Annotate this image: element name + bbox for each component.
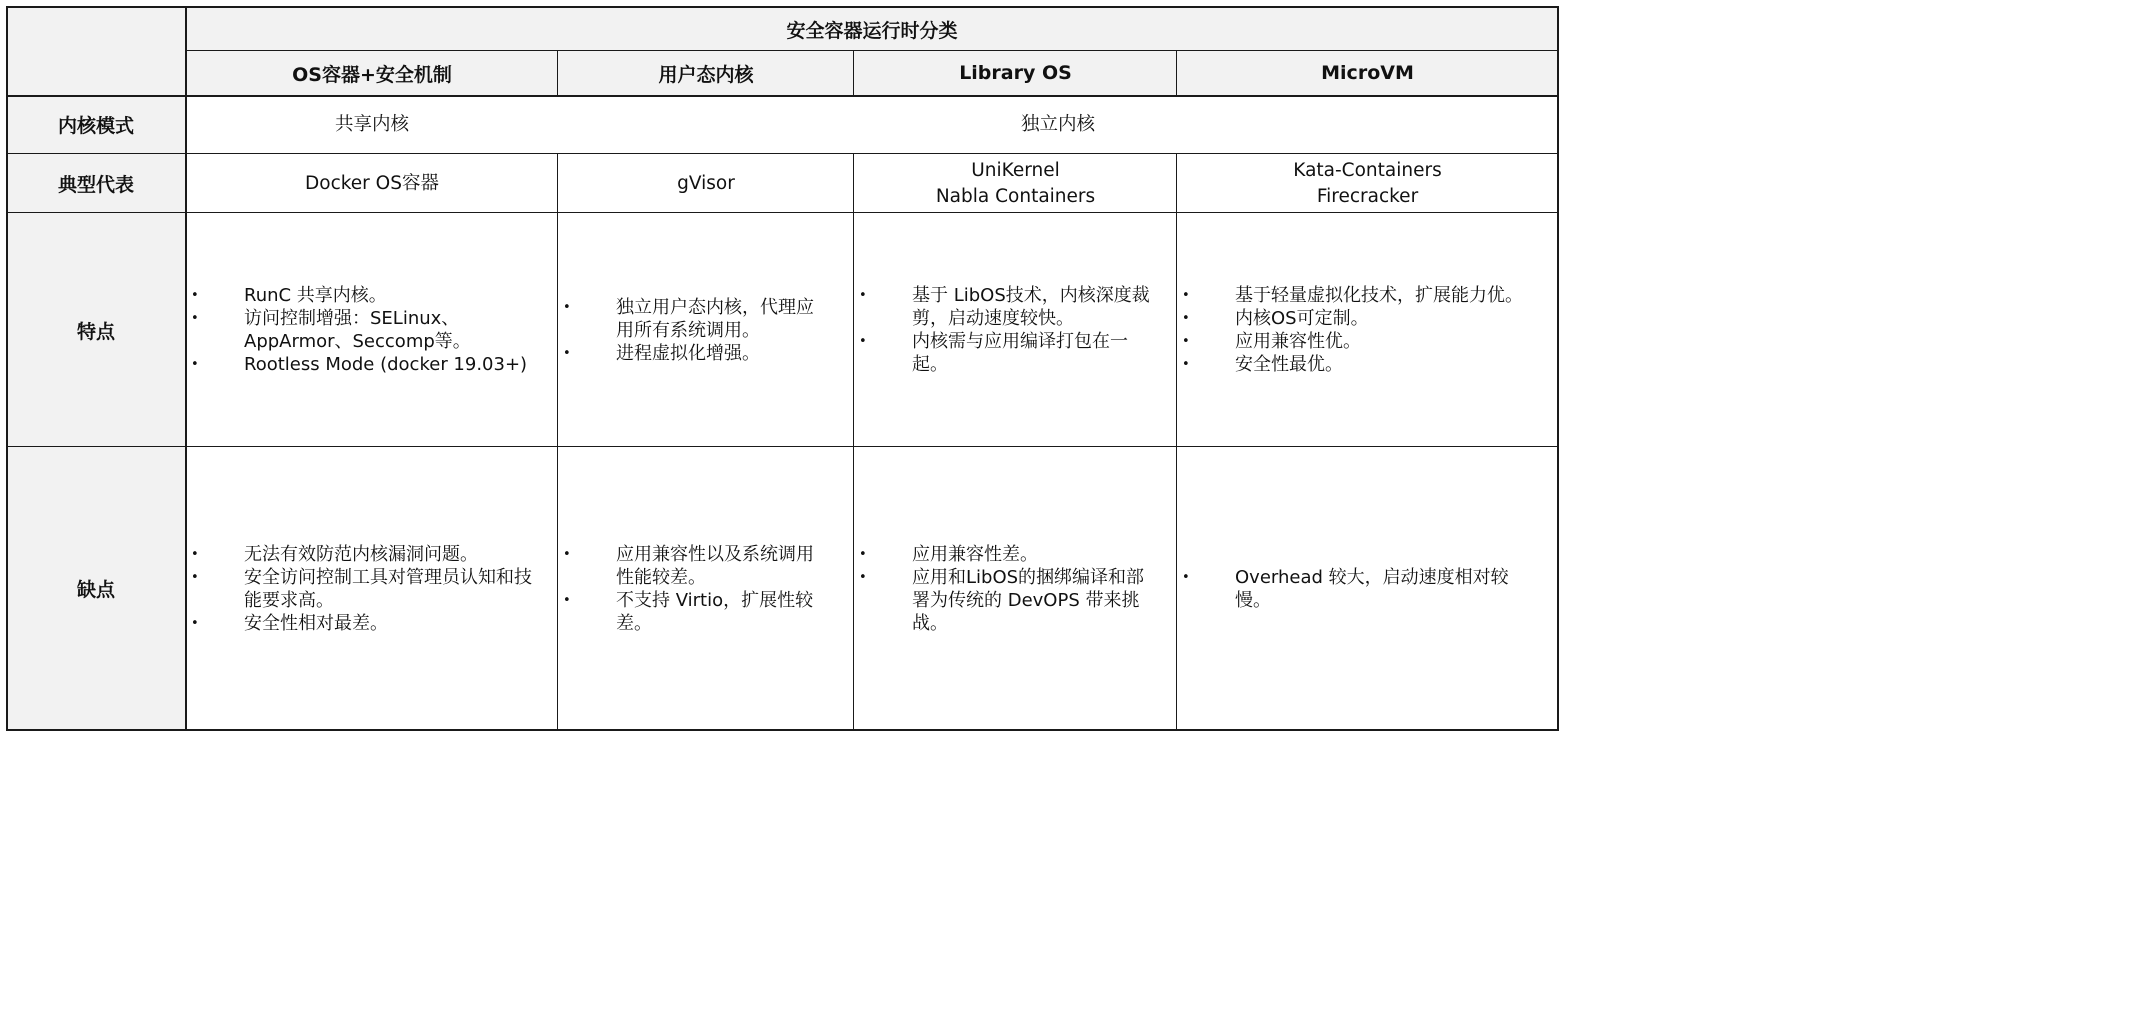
features-list [1177, 284, 1532, 376]
drawbacks-list [186, 543, 532, 635]
typical-library-os [854, 154, 1177, 213]
typical-user-kernel [558, 154, 854, 213]
column-divider [853, 50, 854, 95]
typical-line: Firecracker [1316, 185, 1419, 207]
typical-os-container [186, 154, 558, 213]
column-divider [557, 50, 558, 95]
column-divider [557, 153, 558, 731]
features-list [186, 284, 532, 376]
drawbacks-list [854, 543, 1151, 635]
row-divider [6, 153, 1559, 154]
column-header-microvm: MicroVM [1177, 51, 1558, 95]
row-header-kernel-mode: 内核模式 [6, 95, 186, 154]
features-user-kernel [558, 213, 854, 447]
typical-line: Kata-Containers [1293, 159, 1442, 181]
list-item: • Rootless Mode (docker 19.03+) [186, 353, 532, 376]
caption-divider [186, 50, 1559, 51]
column-header-os-container: OS容器+安全机制 [186, 51, 558, 95]
table-border-right [1557, 6, 1559, 731]
table-border-left [6, 6, 8, 731]
list-item: • 应用兼容性以及系统调用性能较差。 [558, 543, 828, 589]
typical-line: UniKernel [971, 159, 1060, 181]
typical-line: gVisor [677, 172, 735, 194]
list-item: • 不支持 Virtio，扩展性较差。 [558, 589, 828, 635]
drawbacks-os-container [186, 447, 558, 730]
list-item: • 安全性最优。 [1177, 353, 1532, 376]
typical-line: Docker OS容器 [305, 172, 439, 194]
column-divider [1176, 50, 1177, 95]
features-microvm [1177, 213, 1558, 447]
features-library-os [854, 213, 1177, 447]
list-item: • Overhead 较大，启动速度相对较慢。 [1177, 566, 1532, 612]
drawbacks-list [1177, 566, 1532, 612]
table-border-top [6, 6, 1559, 8]
typical-line: Nabla Containers [935, 185, 1096, 207]
row-header-drawbacks: 缺点 [6, 447, 186, 730]
list-item: • 基于轻量虚拟化技术，扩展能力优。 [1177, 284, 1532, 307]
table-border-bottom [6, 729, 1559, 731]
column-divider [1176, 153, 1177, 731]
row-header-features: 特点 [6, 213, 186, 447]
header-divider [6, 95, 1559, 97]
drawbacks-library-os [854, 447, 1177, 730]
kernel-mode-independent: 独立内核 [1020, 113, 1095, 135]
drawbacks-microvm [1177, 447, 1558, 730]
column-divider [853, 153, 854, 731]
column-header-library-os: Library OS [854, 51, 1177, 95]
table-caption: 安全容器运行时分类 [186, 7, 1558, 51]
list-item: • 独立用户态内核，代理应用所有系统调用。 [558, 296, 828, 342]
drawbacks-user-kernel [558, 447, 854, 730]
features-list [854, 284, 1151, 376]
list-item: • 内核需与应用编译打包在一起。 [854, 330, 1151, 376]
list-item: • 安全访问控制工具对管理员认知和技能要求高。 [186, 566, 532, 612]
list-item: • 内核OS可定制。 [1177, 307, 1532, 330]
list-item: • 应用兼容性优。 [1177, 330, 1532, 353]
header-column-divider [185, 6, 187, 731]
list-item: • 进程虚拟化增强。 [558, 342, 828, 365]
features-os-container [186, 213, 558, 447]
row-divider [6, 446, 1559, 447]
row-header-typical: 典型代表 [6, 154, 186, 213]
row-divider [6, 212, 1559, 213]
column-header-user-kernel: 用户态内核 [558, 51, 854, 95]
kernel-mode-shared: 共享内核 [334, 113, 409, 135]
features-list [558, 296, 828, 365]
list-item: • 基于 LibOS技术，内核深度裁剪，启动速度较快。 [854, 284, 1151, 330]
typical-microvm [1177, 154, 1558, 213]
list-item: • 访问控制增强：SELinux、AppArmor、Seccomp等。 [186, 307, 532, 353]
list-item: • 无法有效防范内核漏洞问题。 [186, 543, 532, 566]
list-item: • 应用兼容性差。 [854, 543, 1151, 566]
list-item: • RunC 共享内核。 [186, 284, 532, 307]
list-item: • 安全性相对最差。 [186, 612, 532, 635]
list-item: • 应用和LibOS的捆绑编译和部署为传统的 DevOPS 带来挑战。 [854, 566, 1151, 635]
drawbacks-list [558, 543, 828, 635]
corner-cell [6, 7, 186, 95]
